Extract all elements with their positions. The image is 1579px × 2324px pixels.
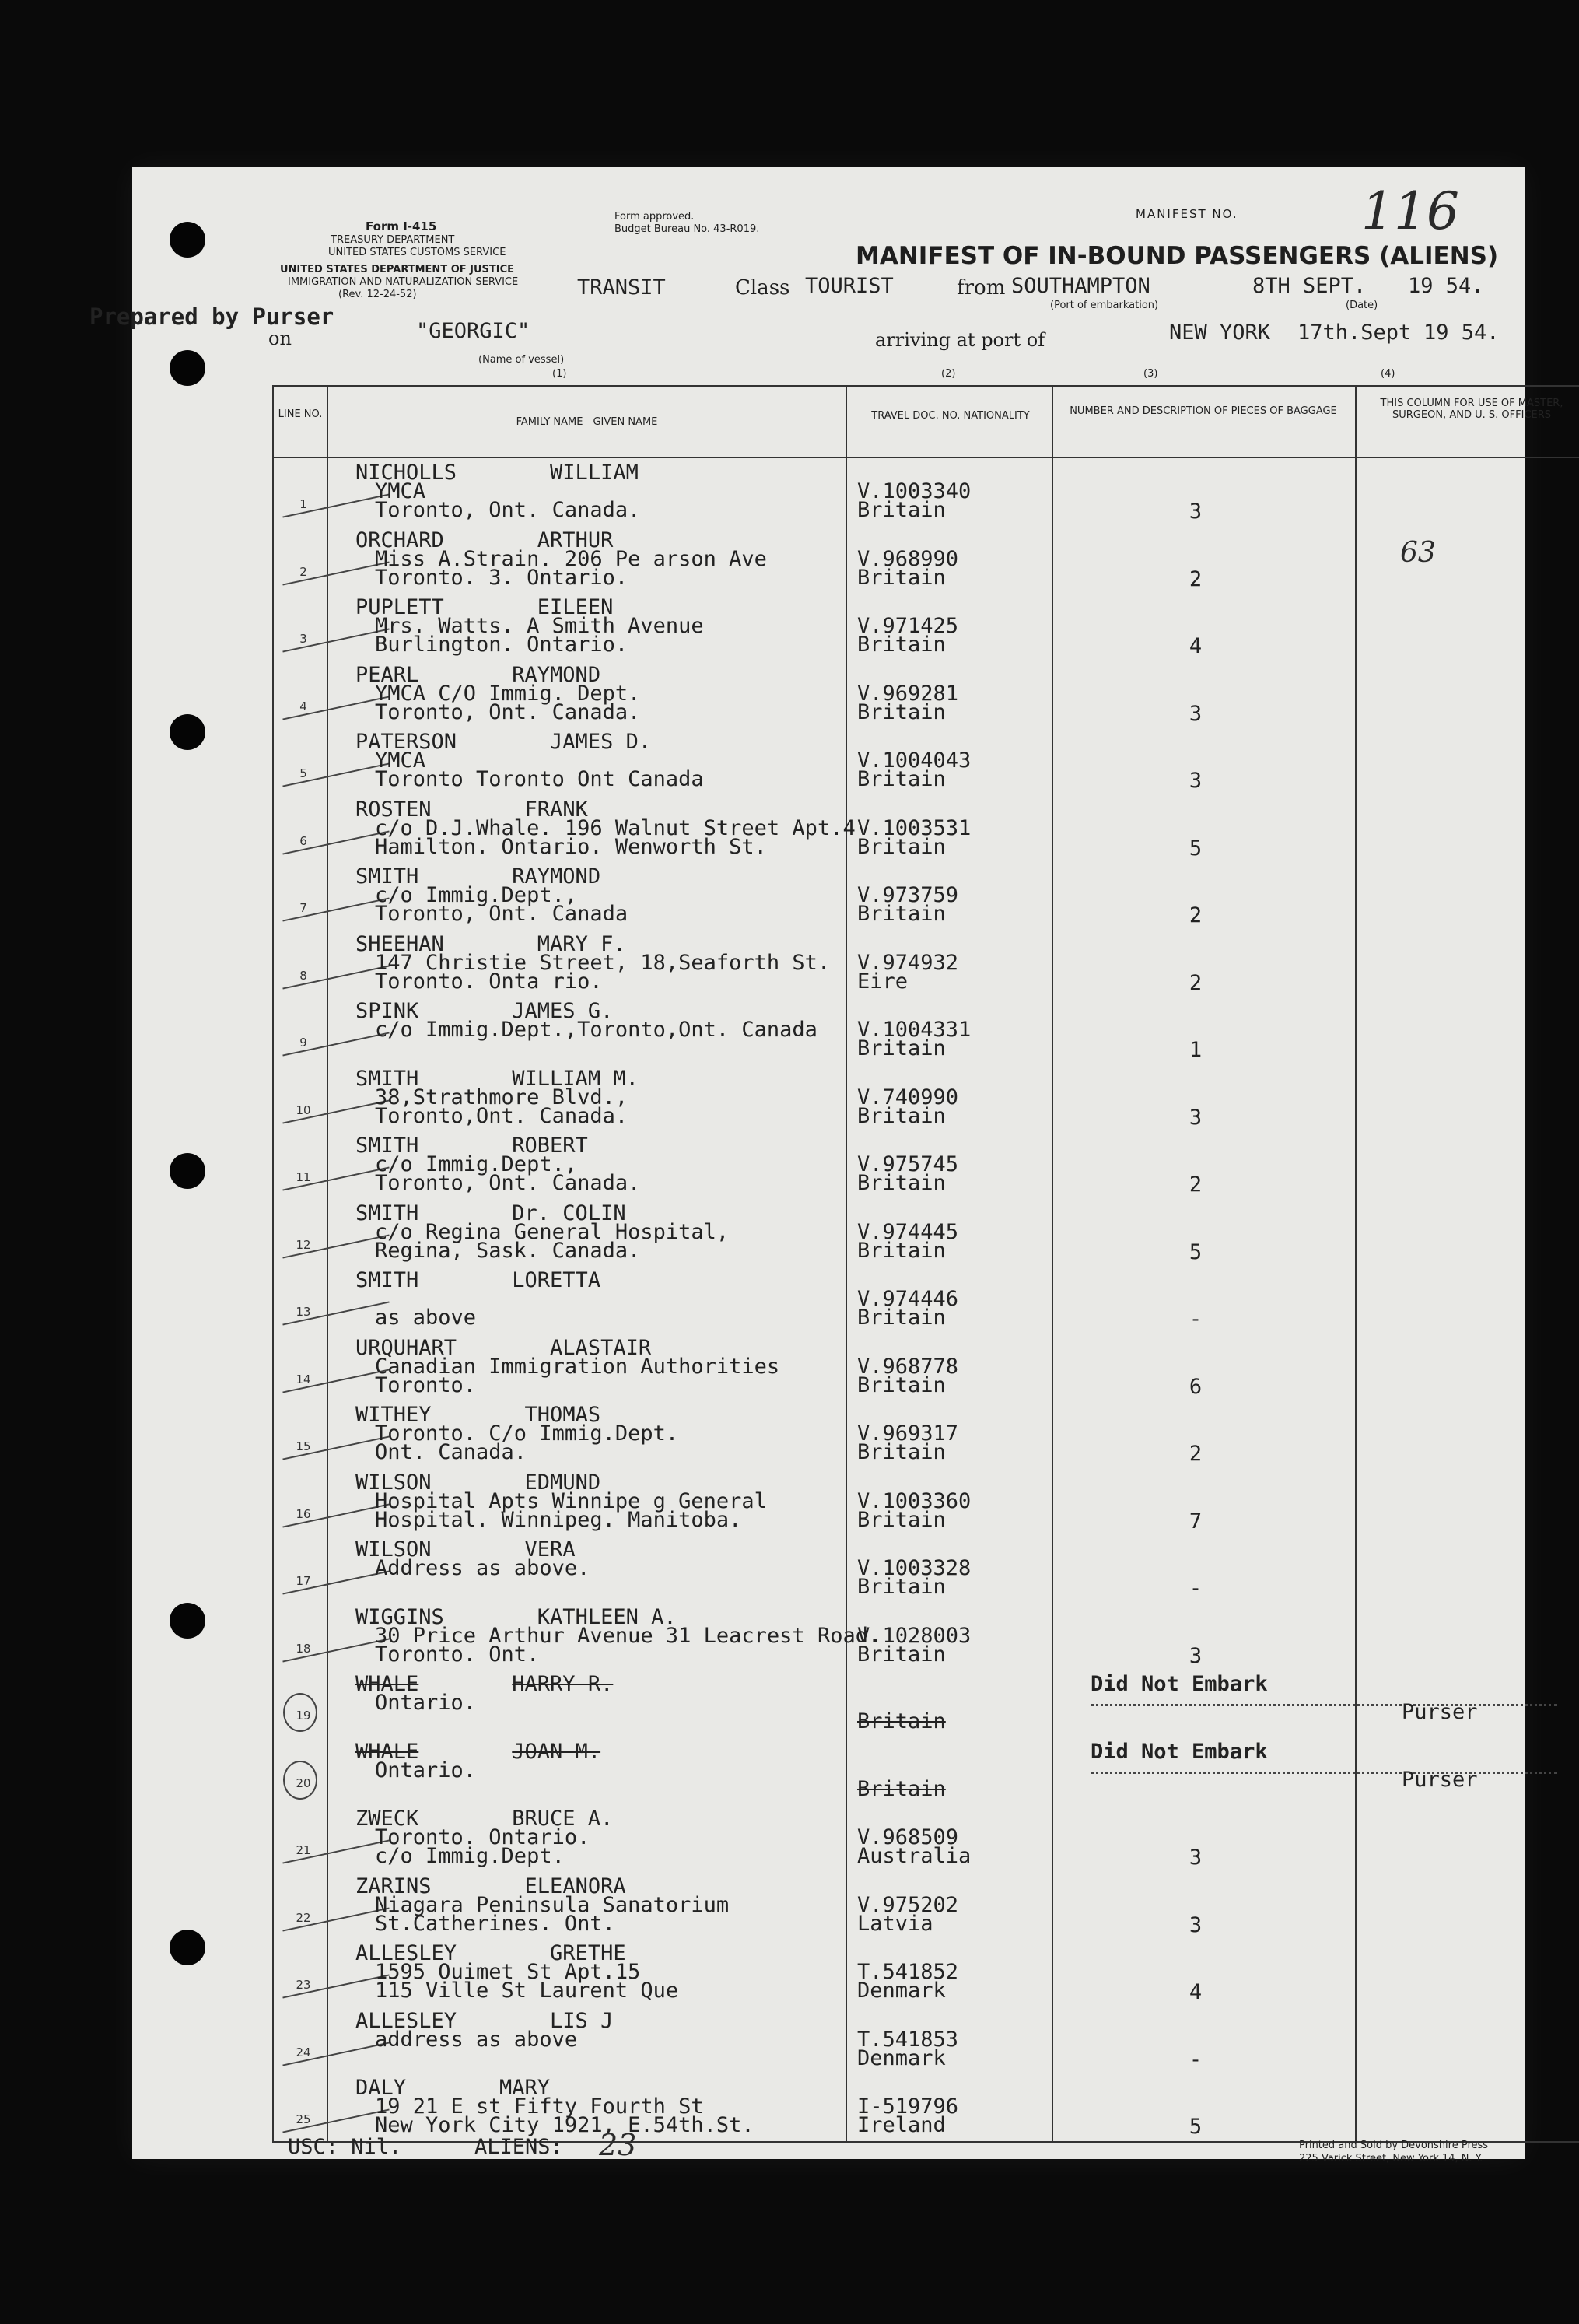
travel-doc-number: V.975745 [857, 1152, 959, 1176]
line-number: 13 [296, 1305, 311, 1319]
baggage-count: 5 [1189, 2115, 1203, 2139]
header-line-no: LINE NO. [278, 408, 323, 420]
line-number: 1 [299, 497, 307, 511]
given-name: HARRY R. [512, 1672, 614, 1696]
given-name: ELEANORA [524, 1874, 626, 1898]
transit-label: TRANSIT [577, 275, 666, 300]
binder-hole [170, 1603, 205, 1639]
passenger-table [272, 385, 1579, 2143]
baggage-count: 3 [1189, 701, 1203, 726]
address-line-2: Burlington. Ontario. [375, 633, 628, 657]
given-name: THOMAS [524, 1403, 601, 1427]
embarkation-note: (Port of embarkation) [1050, 300, 1159, 311]
arriving-label: arriving at port of [875, 329, 1045, 351]
given-name: RAYMOND [512, 662, 601, 687]
passenger-row [274, 1939, 1579, 2006]
family-name: WILSON [355, 1537, 432, 1562]
from-label: from [957, 276, 1006, 300]
nationality: Britain [857, 1372, 946, 1397]
line-number: 14 [296, 1372, 311, 1386]
did-not-embark-note: Did Not Embark [1091, 1739, 1268, 1764]
baggage-count: 3 [1189, 1105, 1203, 1130]
address-line-1: 19 21 E st Fifty Fourth St [375, 2094, 704, 2119]
address-line-1: Toronto. Ontario. [375, 1825, 590, 1849]
address-line-1: c/o D.J.Whale. 196 Walnut Street Apt.4 [375, 815, 856, 840]
family-name: WIGGINS [355, 1604, 444, 1629]
manifest-title: MANIFEST OF IN-BOUND PASSENGERS (ALIENS) [856, 242, 1499, 270]
address-line-2: Toronto. 3. Ontario. [375, 565, 628, 590]
family-name: SPINK [355, 999, 419, 1023]
line-number: 20 [296, 1775, 311, 1790]
passenger-row [274, 1737, 1579, 1804]
address-line-2: Toronto. Onta rio. [375, 969, 603, 994]
dept-immigration: IMMIGRATION AND NATURALIZATION SERVICE [288, 276, 519, 288]
travel-doc-number: V.968509 [857, 1825, 959, 1849]
vessel-note: (Name of vessel) [478, 354, 565, 366]
family-name: SMITH [355, 1268, 419, 1292]
given-name: FRANK [524, 797, 588, 822]
class-value: TOURIST [805, 274, 894, 298]
family-name: ALLESLEY [355, 1941, 457, 1965]
arrival-year: 19 54. [1423, 321, 1500, 345]
line-number: 15 [296, 1439, 311, 1453]
address-line-1: Niagara Peninsula Sanatorium [375, 1892, 730, 1917]
baggage-count: 7 [1189, 1509, 1203, 1534]
given-name: VERA [524, 1537, 576, 1562]
address-line-2: Toronto, Ont. Canada. [375, 699, 641, 724]
departure-date: 8TH SEPT. [1252, 274, 1367, 298]
given-name: BRUCE A. [512, 1807, 614, 1831]
baggage-count: 4 [1189, 1980, 1203, 2004]
passenger-row [274, 661, 1579, 727]
nationality: Britain [857, 1440, 946, 1464]
line-number: 9 [299, 1036, 307, 1050]
form-approved: Form approved. [614, 211, 695, 223]
travel-doc-number: V.969281 [857, 681, 959, 706]
binder-hole [170, 1930, 205, 1965]
passenger-row [274, 2073, 1579, 2140]
family-name: WHALE [355, 1739, 419, 1764]
nationality: Britain [857, 565, 946, 590]
nationality: Britain [857, 633, 946, 657]
column-3-number: (3) [1143, 368, 1158, 380]
passenger-row [274, 1535, 1579, 1602]
header-name: FAMILY NAME—GIVEN NAME [516, 416, 658, 428]
family-name: WHALE [355, 1672, 419, 1696]
family-name: SHEEHAN [355, 931, 444, 956]
family-name: SMITH [355, 1134, 419, 1158]
address-line-1: Ontario. [375, 1691, 477, 1715]
given-name: EDMUND [524, 1470, 601, 1495]
address-line-1: 147 Christie Street, 18,Seaforth St. [375, 950, 831, 975]
nationality: Britain [857, 1507, 946, 1532]
manifest-number: 116 [1361, 181, 1459, 241]
manifest-sheet [89, 167, 1563, 2165]
given-name: LIS J [550, 2008, 614, 2033]
travel-doc-number: V.971425 [857, 614, 959, 638]
address-line-2: Toronto, Ont. Canada. [375, 1171, 641, 1195]
embarkation-port: SOUTHAMPTON [1011, 274, 1150, 298]
baggage-count: 5 [1189, 836, 1203, 861]
passenger-row [274, 997, 1579, 1064]
family-name: WILSON [355, 1470, 432, 1495]
line-number: 2 [299, 564, 307, 579]
address-line-1: c/o Immig.Dept., [375, 883, 578, 907]
family-name: DALY [355, 2076, 407, 2100]
form-number: Form I-415 [366, 219, 437, 233]
nationality: Britain [857, 498, 946, 522]
given-name: Dr. COLIN [512, 1201, 626, 1225]
nationality: Britain [857, 1238, 946, 1263]
passenger-row [274, 526, 1579, 593]
family-name: NICHOLLS [355, 461, 457, 485]
given-name: ROBERT [512, 1134, 588, 1158]
baggage-count: 3 [1189, 500, 1203, 524]
address-line-2: St.Catherines. Ont. [375, 1911, 615, 1936]
address-line-2: Hospital. Winnipeg. Manitoba. [375, 1507, 742, 1532]
passenger-row [274, 1872, 1579, 1939]
address-line-1: 38,Strathmore Blvd., [375, 1085, 628, 1109]
nationality: Britain [857, 1642, 946, 1667]
baggage-count: 2 [1189, 970, 1203, 995]
nationality: Britain [857, 902, 946, 926]
travel-doc-number: T.541852 [857, 1960, 959, 1984]
family-name: SMITH [355, 1066, 419, 1091]
given-name: JAMES G. [512, 999, 614, 1023]
address-line-2: Hamilton. Ontario. Wenworth St. [375, 834, 767, 859]
address-line-2: Regina, Sask. Canada. [375, 1238, 641, 1263]
address-line-1: Canadian Immigration Authorities [375, 1354, 780, 1379]
passenger-row [274, 930, 1579, 997]
purser-signature-label: Purser [1402, 1767, 1478, 1792]
address-line-1: YMCA C/O Immig. Dept. [375, 681, 641, 706]
given-name: JOAN M. [512, 1739, 601, 1764]
line-number: 12 [296, 1237, 311, 1252]
address-line-2: 115 Ville St Laurent Que [375, 1979, 679, 2003]
address-line-2: c/o Immig.Dept. [375, 1844, 565, 1868]
passenger-row [274, 1131, 1579, 1198]
header-baggage: NUMBER AND DESCRIPTION OF PIECES OF BAGGAGE [1070, 405, 1337, 417]
travel-doc-number: V.1004043 [857, 748, 972, 773]
line-number: 4 [299, 699, 307, 713]
nationality: Britain [857, 1776, 946, 1801]
baggage-count: 4 [1189, 634, 1203, 658]
header-travel-doc: TRAVEL DOC. NO. NATIONALITY [871, 410, 1030, 422]
address-line-1: c/o Regina General Hospital, [375, 1219, 730, 1244]
given-name: ARTHUR [537, 528, 614, 552]
family-name: WITHEY [355, 1403, 432, 1427]
vessel-name: "GEORGIC" [416, 319, 530, 343]
line-number: 17 [296, 1574, 311, 1588]
address-line-2: Toronto. [375, 1372, 477, 1397]
circled-line-mark [283, 1693, 317, 1732]
baggage-count: - [1189, 1307, 1203, 1331]
line-number: 19 [296, 1709, 311, 1723]
dotted-line [1091, 1704, 1557, 1706]
nationality: Britain [857, 1171, 946, 1195]
passenger-row [274, 1199, 1579, 1266]
binder-hole [170, 222, 205, 258]
address-line-1: Miss A.Strain. 206 Pe arson Ave [375, 546, 767, 571]
baggage-count: 3 [1189, 769, 1203, 793]
manifest-no-label: MANIFEST NO. [1136, 207, 1238, 221]
nationality: Britain [857, 1036, 946, 1060]
baggage-count: 3 [1189, 1912, 1203, 1937]
line-number: 22 [296, 1910, 311, 1925]
nationality: Britain [857, 1709, 946, 1733]
address-line-1: c/o Immig.Dept., [375, 1152, 578, 1176]
dotted-line [1091, 1772, 1557, 1774]
header-officers: THIS COLUMN FOR USE OF MASTER, SURGEON, AND U. S. OFFICERS [1380, 398, 1563, 421]
passenger-row [274, 1603, 1579, 1670]
departure-year: 19 54. [1408, 274, 1484, 298]
passenger-row [274, 593, 1579, 660]
column-2-number: (2) [941, 368, 956, 380]
travel-doc-number: V.740990 [857, 1085, 959, 1109]
travel-doc-number: V.1028003 [857, 1623, 972, 1648]
address-line-1: Hospital Apts Winnipe g General [375, 1488, 767, 1513]
binder-hole [170, 714, 205, 750]
passenger-row [274, 1400, 1579, 1467]
passenger-row [274, 727, 1579, 794]
budget-bureau: Budget Bureau No. 43-R019. [614, 223, 760, 235]
nationality: Denmark [857, 2045, 946, 2070]
passenger-name [355, 1269, 600, 1292]
travel-doc-number: V.975202 [857, 1892, 959, 1917]
passenger-row [274, 1266, 1579, 1333]
line-number: 11 [296, 1170, 311, 1184]
travel-doc-number: V.968778 [857, 1354, 959, 1379]
passenger-row [274, 1670, 1579, 1737]
binder-hole [170, 1153, 205, 1189]
column-1-number: (1) [552, 368, 567, 380]
form-revision: (Rev. 12-24-52) [338, 289, 417, 300]
travel-doc-number: V.968990 [857, 546, 959, 571]
line-number: 21 [296, 1843, 311, 1857]
family-name: SMITH [355, 1201, 419, 1225]
circled-line-mark [283, 1761, 317, 1800]
address-line-1: address as above [375, 2027, 578, 2052]
address-line-2: as above [375, 1306, 477, 1330]
travel-doc-number: V.973759 [857, 883, 959, 907]
family-name: ZARINS [355, 1874, 432, 1898]
travel-doc-number: V.974445 [857, 1219, 959, 1244]
given-name: MARY F. [537, 931, 626, 956]
given-name: LORETTA [512, 1268, 601, 1292]
address-line-1: 1595 Ouimet St Apt.15 [375, 1960, 641, 1984]
passenger-row [274, 458, 1579, 525]
printer-line-2: 225 Varick Street, New York 14, N. Y. [1299, 2153, 1483, 2165]
dept-justice: UNITED STATES DEPARTMENT OF JUSTICE [280, 264, 515, 275]
travel-doc-number: V.1004331 [857, 1018, 972, 1042]
line-number: 16 [296, 1506, 311, 1521]
travel-doc-number: T.541853 [857, 2027, 959, 2052]
nationality: Britain [857, 699, 946, 724]
address-line-1: Mrs. Watts. A Smith Avenue [375, 614, 704, 638]
travel-doc-number: V.974932 [857, 950, 959, 975]
family-name: ZWECK [355, 1807, 419, 1831]
line-number: 23 [296, 1978, 311, 1992]
baggage-count: 5 [1189, 1239, 1203, 1264]
given-name: MARY [499, 2076, 551, 2100]
nationality: Denmark [857, 1979, 946, 2003]
address-line-1: c/o Immig.Dept.,Toronto,Ont. Canada [375, 1018, 818, 1042]
dept-treasury: TREASURY DEPARTMENT [331, 234, 455, 246]
given-name: KATHLEEN A. [537, 1604, 677, 1629]
line-number: 8 [299, 968, 307, 983]
address-line-2: Toronto, Ont. Canada. [375, 498, 641, 522]
line-number: 10 [296, 1102, 311, 1117]
family-name: ROSTEN [355, 797, 432, 822]
address-line-2: Toronto. Ont. [375, 1642, 540, 1667]
travel-doc-number: V.1003360 [857, 1488, 972, 1513]
given-name: ALASTAIR [550, 1335, 652, 1360]
baggage-count: 2 [1189, 1173, 1203, 1197]
baggage-count: 3 [1189, 1846, 1203, 1870]
address-line-1: YMCA [375, 479, 426, 503]
line-number: 24 [296, 2045, 311, 2059]
passenger-row [274, 795, 1579, 862]
address-line-2: Toronto Toronto Ont Canada [375, 767, 704, 791]
address-line-2: Toronto, Ont. Canada [375, 902, 628, 926]
nationality: Latvia [857, 1911, 933, 1936]
line-number: 5 [299, 766, 307, 780]
usc-count: USC: Nil. [288, 2135, 402, 2159]
given-name: RAYMOND [512, 864, 601, 889]
line-number: 18 [296, 1641, 311, 1656]
column-4-number: (4) [1381, 368, 1395, 380]
nationality: Australia [857, 1844, 972, 1868]
line-number: 7 [299, 901, 307, 915]
aliens-label: ALIENS: [474, 2135, 563, 2159]
passenger-row [274, 1334, 1579, 1400]
baggage-count: 1 [1189, 1038, 1203, 1062]
address-line-1: Address as above. [375, 1556, 590, 1580]
family-name: PATERSON [355, 730, 457, 754]
passenger-row [274, 2007, 1579, 2073]
baggage-count: 2 [1189, 1442, 1203, 1466]
aliens-count: 23 [599, 2128, 637, 2162]
given-name: GRETHE [550, 1941, 626, 1965]
purser-signature-label: Purser [1402, 1700, 1478, 1724]
address-line-1: 30 Price Arthur Avenue 31 Leacrest Road. [375, 1623, 881, 1648]
address-line-1: Toronto. C/o Immig.Dept. [375, 1421, 679, 1446]
baggage-count: - [1189, 2047, 1203, 2072]
nationality: Britain [857, 1103, 946, 1128]
family-name: PUPLETT [355, 595, 444, 619]
address-line-2: Toronto,Ont. Canada. [375, 1103, 628, 1128]
line-number: 3 [299, 632, 307, 646]
given-name: JAMES D. [550, 730, 652, 754]
family-name: URQUHART [355, 1335, 457, 1360]
passenger-row [274, 1468, 1579, 1535]
travel-doc-number: V.974446 [857, 1287, 959, 1311]
address-line-1: YMCA [375, 748, 426, 773]
margin-note: 63 [1400, 537, 1436, 569]
nationality: Ireland [857, 2113, 946, 2137]
baggage-count: 2 [1189, 903, 1203, 927]
travel-doc-number: I-519796 [857, 2094, 959, 2119]
given-name: EILEEN [537, 595, 614, 619]
travel-doc-number: V.1003328 [857, 1556, 972, 1580]
nationality: Britain [857, 1575, 946, 1599]
nationality: Britain [857, 767, 946, 791]
baggage-count: - [1189, 1576, 1203, 1600]
travel-doc-number: V.1003531 [857, 815, 972, 840]
family-name: PEARL [355, 662, 419, 687]
baggage-count: 3 [1189, 1643, 1203, 1668]
on-label: on [268, 328, 292, 349]
passenger-row [274, 1064, 1579, 1131]
family-name: ORCHARD [355, 528, 444, 552]
date-note: (Date) [1346, 300, 1378, 311]
line-number: 25 [296, 2112, 311, 2126]
did-not-embark-note: Did Not Embark [1091, 1672, 1268, 1696]
arrival-port: NEW YORK [1169, 321, 1271, 345]
nationality: Eire [857, 969, 909, 994]
dept-customs: UNITED STATES CUSTOMS SERVICE [328, 247, 506, 258]
printer-line-1: Printed and Sold by Devonshire Press [1299, 2140, 1489, 2151]
prepared-by: Prepared by Purser [89, 303, 334, 330]
binder-hole [170, 350, 205, 386]
baggage-count: 2 [1189, 566, 1203, 591]
nationality: Britain [857, 834, 946, 859]
travel-doc-number: V.969317 [857, 1421, 959, 1446]
passenger-row [274, 1804, 1579, 1871]
class-label: Class [735, 276, 790, 300]
address-line-2: Ont. Canada. [375, 1440, 527, 1464]
family-name: SMITH [355, 864, 419, 889]
address-line-2: New York City 1921, E.54th.St. [375, 2113, 754, 2137]
address-line-1: Ontario. [375, 1758, 477, 1782]
passenger-row [274, 862, 1579, 929]
baggage-count: 6 [1189, 1374, 1203, 1399]
line-number: 6 [299, 833, 307, 848]
family-name: ALLESLEY [355, 2008, 457, 2033]
arrival-date: 17th.Sept [1297, 321, 1412, 345]
travel-doc-number: V.1003340 [857, 479, 972, 503]
given-name: WILLIAM [550, 461, 639, 485]
given-name: WILLIAM M. [512, 1066, 639, 1091]
nationality: Britain [857, 1306, 946, 1330]
